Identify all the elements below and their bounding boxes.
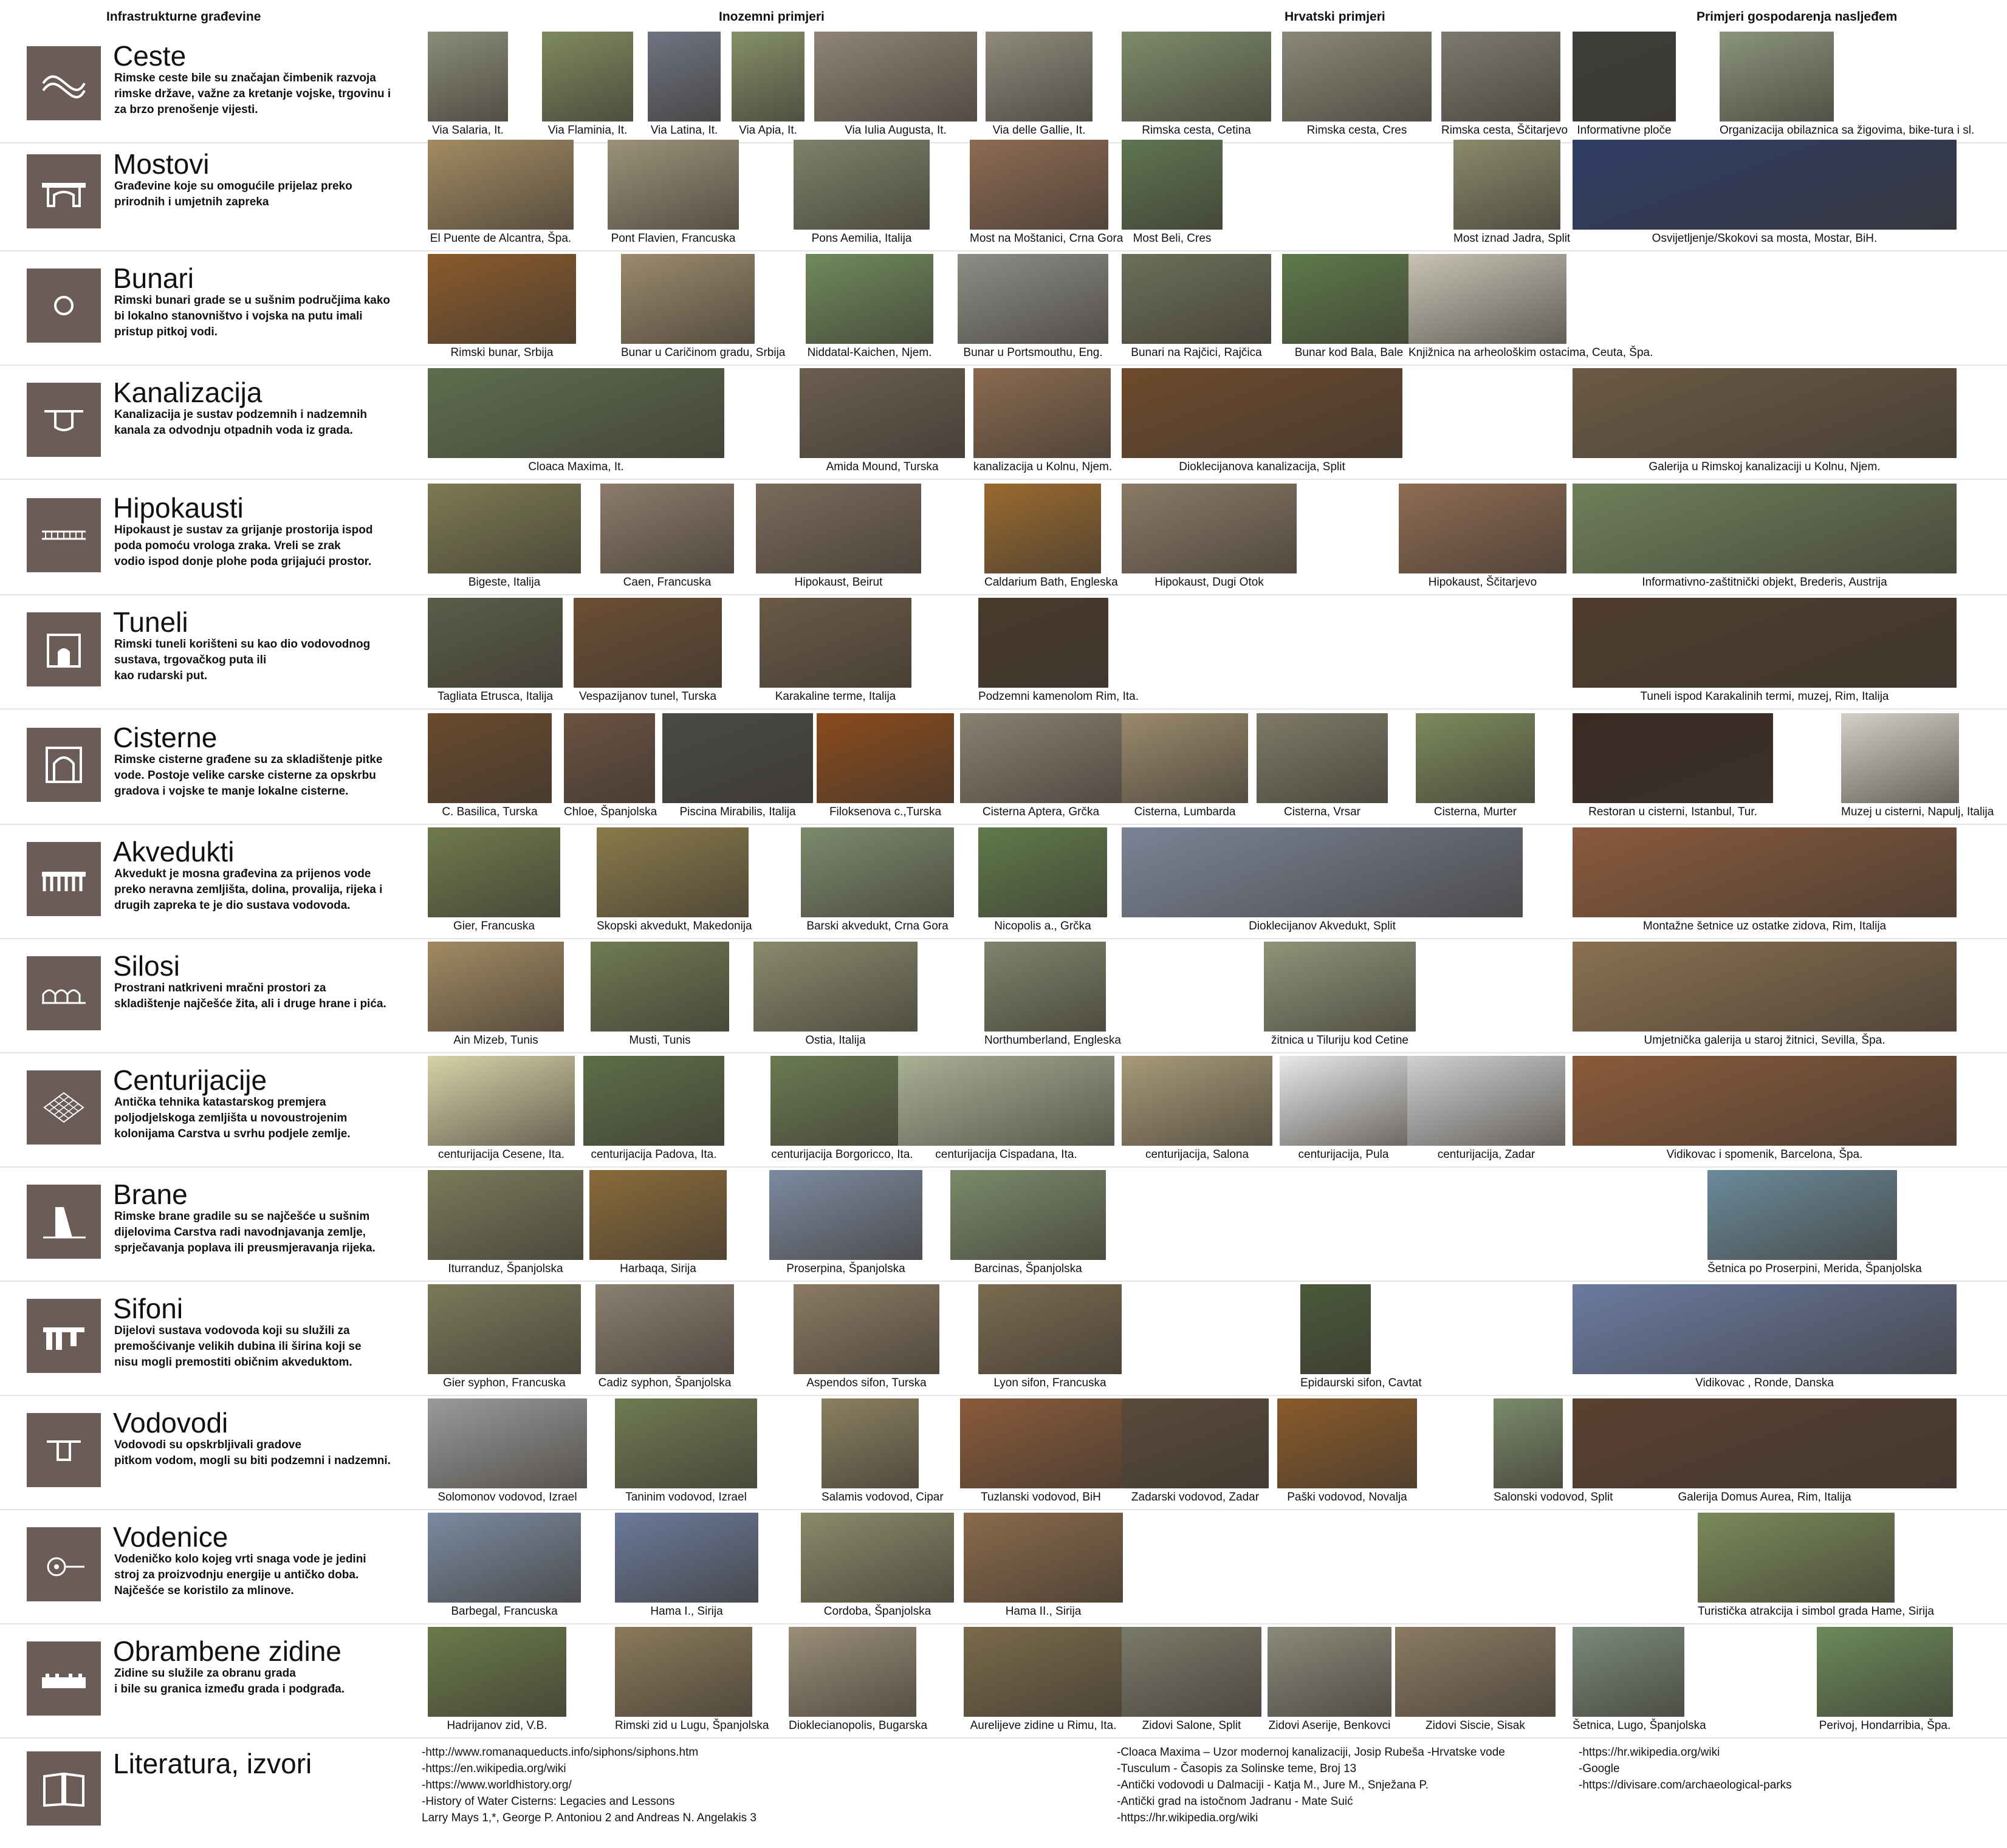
photo-caption: Proserpina, Španjolska [786,1262,905,1275]
example-photo [732,32,805,121]
photo-caption: Piscina Mirabilis, Italija [679,806,796,818]
category-title: Mostovi [113,148,210,180]
centuriation-icon [27,1070,101,1145]
photo-caption: Turistička atrakcija i simbol grada Hame, Sirija [1698,1605,1934,1618]
category-description: Rimske cisterne građene su za skladištenje pitke vode. Postoje velike carske cisterne za opskrbu gradova i vojske te manje lokalne cisterne. [114,753,383,798]
example-photo [964,1513,1123,1603]
category-title: Centurijacije [113,1064,267,1096]
example-photo [1282,32,1432,121]
water-supply-icon [27,1413,101,1487]
photo-caption: Informativno-zaštitnički objekt, Brederis, Austrija [1642,576,1887,589]
photo-caption: centurijacija Padova, Ita. [591,1148,717,1161]
example-photo [608,140,739,230]
photo-caption: Barski akvedukt, Crna Gora [806,920,949,933]
example-photo [1453,140,1560,230]
photo-caption: Perivoj, Hondarribia, Špa. [1819,1719,1951,1732]
example-photo [806,254,933,344]
category-row-centurijacije [0,1053,2007,1168]
literature-title: Literatura, izvori [113,1748,312,1779]
example-photo [1573,827,1957,917]
hypocaust-icon [27,498,101,572]
example-photo [1573,1056,1957,1146]
photo-caption: Most Beli, Cres [1133,232,1212,245]
photo-caption: Zidovi Salone, Split [1142,1719,1241,1732]
example-photo [753,942,918,1032]
photo-caption: Restoran u cisterni, Istanbul, Tur. [1588,806,1757,818]
example-photo [1408,254,1566,344]
photo-caption: Karakaline terme, Italija [775,690,896,703]
bridge-icon [27,154,101,228]
category-title: Vodenice [113,1521,228,1553]
category-title: Bunari [113,262,194,294]
photo-caption: Aurelijeve zidine u Rimu, Ita. [970,1719,1117,1732]
literature-croatian-sources: -Cloaca Maxima – Uzor modernoj kanalizaciji, Josip Rubeša -Hrvatske vode -Tusculum - Časopis za Solinske teme, Broj 13 -Antički vodovodi u Dalmaciji - Katja M., Jure M., Snježana P. -Antički grad na istočnom Jadranu - Mate Suić -https://hr.wikipedia.org/wiki [1117,1746,1505,1824]
example-photo [564,713,655,803]
siphon-icon [27,1299,101,1373]
example-photo [1122,827,1523,917]
example-photo [1441,32,1560,121]
example-photo [428,1513,581,1603]
example-photo [428,827,560,917]
example-photo [428,1398,587,1488]
photo-caption: Lyon sifon, Francuska [993,1377,1106,1389]
photo-caption: Gier syphon, Francuska [443,1377,566,1389]
category-title: Cisterne [113,722,218,753]
example-photo [986,32,1093,121]
photo-caption: Bunari na Rajčici, Rajčica [1131,346,1262,359]
example-photo [1494,1398,1563,1488]
example-photo [589,1170,727,1260]
example-photo [970,140,1108,230]
example-photo [1122,484,1297,573]
example-photo [1707,1170,1897,1260]
example-photo [1573,942,1957,1032]
example-photo [978,1284,1122,1374]
example-photo [1268,1627,1391,1717]
example-photo [1300,1284,1371,1374]
example-photo [960,1398,1122,1488]
category-title: Kanalizacija [113,377,262,408]
photo-caption: Rimski zid u Lugu, Španjolska [615,1719,769,1732]
photo-caption: Zadarski vodovod, Zadar [1131,1491,1260,1504]
example-photo [973,368,1111,458]
example-photo [978,827,1107,917]
photo-caption: Paški vodovod, Novalja [1287,1491,1407,1504]
category-title: Vodovodi [113,1407,228,1439]
category-description: Građevine koje su omogućile prijelaz preko prirodnih i umjetnih zapreka [114,180,352,208]
photo-caption: Vespazijanov tunel, Turska [578,690,717,703]
category-row-brane [0,1168,2007,1282]
category-description: Antička tehnika katastarskog premjera poljodjelskoga zemljišta u novoustrojenim kolonijama Carstva u svrhu podjele zemlje. [114,1096,351,1140]
example-photo [1573,1627,1684,1717]
example-photo [1573,32,1676,121]
photo-caption: Most na Moštanici, Crna Gora [970,232,1124,245]
category-description: Rimske ceste bile su značajan čimbenik razvoja rimske države, važne za kretanje vojske, trgovinu i za brzo prenošenje vijesti. [114,72,391,116]
photo-caption: žitnica u Tiluriju kod Cetine [1271,1034,1408,1047]
photo-caption: centurijacija Cesene, Ita. [437,1148,565,1161]
photo-caption: Musti, Tunis [629,1034,691,1047]
literature-foreign-sources: -http://www.romanaqueducts.info/siphons/siphons.htm -https://en.wikipedia.org/wiki -https://www.worldhistory.org/ -History of Water Cisterns: Legacies and Lessons Larry Mays 1,*, George P. Antoniou 2 and Andreas N. Angelakis 3 [422,1746,756,1824]
photo-caption: Dioklecianopolis, Bugarska [789,1719,928,1732]
photo-caption: Cadiz syphon, Španjolska [598,1377,732,1389]
photo-caption: Cisterna, Vrsar [1284,806,1360,818]
category-row-mostovi [0,137,2007,252]
example-photo [597,827,749,917]
sewer-icon [27,383,101,457]
example-photo [814,32,977,121]
photo-caption: kanalizacija u Kolnu, Njem. [973,460,1113,473]
literature-web-sources: -https://hr.wikipedia.org/wiki -Google -https://divisare.com/archaeological-parks [1579,1746,1792,1792]
category-description: Rimski tuneli korišteni su kao dio vodovodnog sustava, trgovačkog puta ili kao rudarski put. [114,638,371,682]
photo-caption: Bunar u Portsmouthu, Eng. [963,346,1103,359]
dam-icon [27,1185,101,1259]
photo-caption: Hama I., Sirija [650,1605,723,1618]
example-photo [428,598,563,688]
photo-caption: Northumberland, Engleska [984,1034,1121,1047]
literature-row [0,1734,2007,1848]
silo-icon [27,956,101,1030]
photo-caption: Šetnica po Proserpini, Merida, Španjolska [1707,1262,1922,1275]
tunnel-icon [27,612,101,686]
photo-caption: Informativne ploče [1577,124,1672,137]
photo-caption: Tuneli ispod Karakalinih termi, muzej, Rim, Italija [1640,690,1889,703]
category-title: Silosi [113,950,180,982]
watermill-icon [27,1527,101,1601]
example-photo [600,484,734,573]
photo-caption: Amida Mound, Turska [826,460,939,473]
category-row-obrambene-zidine [0,1624,2007,1739]
example-photo [794,1284,939,1374]
photo-caption: Bunar kod Bala, Bale [1294,346,1404,359]
example-photo [1122,254,1271,344]
example-photo [428,484,581,573]
category-row-kanalizacija [0,366,2007,480]
example-photo [1573,598,1957,688]
example-photo [591,942,729,1032]
example-photo [1122,1398,1269,1488]
example-photo [1122,140,1223,230]
photo-caption: Tuzlanski vodovod, BiH [981,1491,1101,1504]
category-row-sifoni [0,1282,2007,1396]
category-description: Prostrani natkriveni mračni prostori za skladištenje najčešće žita, ali i druge hrane i pića. [114,982,386,1010]
example-photo [648,32,721,121]
header-croatian-examples: Hrvatski primjeri [1285,10,1385,24]
photo-caption: centurijacija, Salona [1145,1148,1249,1161]
photo-caption: Cloaca Maxima, It. [528,460,624,473]
photo-caption: Dioklecijanov Akvedukt, Split [1249,920,1396,933]
photo-caption: Zidovi Aserije, Benkovci [1268,1719,1391,1732]
example-photo [756,484,921,573]
photo-caption: Rimska cesta, Ščitarjevo [1441,124,1568,137]
category-row-cisterne [0,711,2007,825]
cistern-icon [27,728,101,802]
photo-caption: Bunar u Caričinom gradu, Srbija [621,346,786,359]
header-foreign-examples: Inozemni primjeri [719,10,825,24]
example-photo [428,1627,566,1717]
example-photo [615,1398,757,1488]
category-description: Dijelovi sustava vodovoda koji su služili za premošćivanje velikih dubina ili širina koji se nisu mogli premostiti običnim akveduktom. [114,1324,362,1369]
category-row-ceste [0,29,2007,143]
example-photo [1257,713,1388,803]
example-photo [428,140,574,230]
example-photo [817,713,954,803]
category-description: Akvedukt je mosna građevina za prijenos vode preko neravna zemljišta, dolina, provalija, rijeka i drugih zapreka te je dio sustava vodovoda. [114,868,383,912]
example-photo [428,1170,583,1260]
example-photo [984,484,1101,573]
photo-caption: Rimska cesta, Cetina [1142,124,1251,137]
example-photo [542,32,633,121]
photo-caption: Osvijetljenje/Skokovi sa mosta, Mostar, BiH. [1652,232,1878,245]
example-photo [769,1170,922,1260]
photo-caption: Solomonov vodovod, Izrael [437,1491,577,1504]
photo-caption: centurijacija Borgoricco, Ita. [771,1148,913,1161]
category-title: Tuneli [113,606,188,638]
photo-caption: Pons Aemilia, Italija [811,232,912,245]
category-title: Sifoni [113,1293,184,1324]
category-row-akvedukti [0,825,2007,939]
example-photo [1573,484,1957,573]
photo-caption: Vidikovac , Ronde, Danska [1695,1377,1834,1389]
example-photo [1280,1056,1407,1146]
category-description: Hipokaust je sustav za grijanje prostorija ispod poda pomoću vrologa zraka. Vreli se zrak vodio ispod donje plohe poda grijajući prostor. [114,524,373,568]
photo-caption: Salonski vodovod, Split [1494,1491,1613,1504]
example-photo [950,1170,1106,1260]
example-photo [615,1627,752,1717]
photo-caption: Via Iulia Augusta, It. [845,124,947,137]
example-photo [1817,1627,1953,1717]
category-title: Brane [113,1179,188,1210]
header-heritage-management: Primjeri gospodarenja nasljeđem [1697,10,1898,24]
category-row-bunari [0,252,2007,366]
category-description: Kanalizacija je sustav podzemnih i nadzemnih kanala za odvodnju otpadnih voda iz grada. [114,408,367,437]
aqueduct-icon [27,842,101,916]
photo-caption: Via Flaminia, It. [547,124,628,137]
example-photo [1282,254,1416,344]
photo-caption: Ostia, Italija [805,1034,866,1047]
photo-caption: centurijacija Cispadana, Ita. [935,1148,1077,1161]
category-title: Hipokausti [113,492,244,524]
well-icon [27,269,101,343]
photo-caption: Zidovi Siscie, Sisak [1425,1719,1525,1732]
photo-caption: Galerija Domus Aurea, Rim, Italija [1678,1491,1851,1504]
example-photo [1698,1513,1895,1603]
photo-caption: Hipokaust, Ščitarjevo [1428,576,1537,589]
photo-caption: Chloe, Španjolska [564,806,657,818]
example-photo [964,1627,1123,1717]
photo-caption: Hipokaust, Beirut [794,576,883,589]
example-photo [770,1056,914,1146]
category-description: Vodeničko kolo kojeg vrti snaga vode je jedini stroj za proizvodnju energije u antičko doba. Najčešće se koristilo za mlinove. [114,1553,366,1597]
example-photo [583,1056,724,1146]
photo-caption: Cisterna, Murter [1433,806,1517,818]
example-photo [801,827,954,917]
example-photo [1399,484,1566,573]
example-photo [428,1284,581,1374]
example-photo [428,32,508,121]
category-title: Akvedukti [113,836,235,868]
example-photo [595,1284,734,1374]
example-photo [1395,1627,1556,1717]
example-photo [615,1513,758,1603]
photo-caption: Bigeste, Italija [468,576,541,589]
photo-caption: centurijacija, Pula [1298,1148,1389,1161]
photo-caption: C. Basilica, Turska [442,806,538,818]
photo-caption: Knjižnica na arheološkim ostacima, Ceuta, Špa. [1408,346,1653,359]
category-row-tuneli [0,595,2007,710]
example-photo [662,713,813,803]
photo-caption: Cordoba, Španjolska [823,1605,931,1618]
photo-caption: Šetnica, Lugo, Španjolska [1573,1719,1706,1732]
example-photo [789,1627,916,1717]
example-photo [978,598,1108,688]
photo-caption: Dioklecijanova kanalizacija, Split [1179,460,1345,473]
example-photo [1122,1056,1272,1146]
photo-caption: Iturranduz, Španjolska [448,1262,563,1275]
photo-caption: Nicopolis a., Grčka [994,920,1091,933]
category-title: Obrambene zidine [113,1635,341,1667]
example-photo [1416,713,1535,803]
photo-caption: Hadrijanov zid, V.B. [447,1719,547,1732]
category-description: Rimski bunari grade se u sušnim područjima kako bi lokalno stanovništvo i vojska na putu imali pristup pitkoj vodi. [114,294,391,338]
example-photo [428,368,724,458]
category-row-hipokausti [0,481,2007,595]
example-photo [898,1056,1114,1146]
example-photo [1277,1398,1417,1488]
photo-caption: Salamis vodovod, Cipar [822,1491,944,1504]
example-photo [574,598,722,688]
photo-caption: Niddatal-Kaichen, Njem. [807,346,932,359]
example-photo [794,140,930,230]
photo-caption: Harbaqa, Sirija [620,1262,696,1275]
book-icon [27,1751,101,1826]
example-photo [1573,1284,1957,1374]
photo-caption: Rimski bunar, Srbija [450,346,554,359]
example-photo [801,1513,954,1603]
photo-caption: Most iznad Jadra, Split [1453,232,1571,245]
photo-caption: Hipokaust, Dugi Otok [1154,576,1264,589]
photo-caption: Caldarium Bath, Engleska [984,576,1118,589]
photo-caption: Via Latina, It. [650,124,718,137]
photo-caption: Organizacija obilaznica sa žigovima, bike-tura i sl. [1720,124,1975,137]
photo-caption: El Puente de Alcantra, Špa. [430,232,572,245]
photo-caption: Skopski akvedukt, Makedonija [597,920,752,933]
photo-caption: Muzej u cisterni, Napulj, Italija [1841,806,1994,818]
example-photo [428,254,576,344]
example-photo [428,1056,575,1146]
category-description: Vodovodi su opskrbljivali gradove pitkom vodom, mogli su biti podzemni i nadzemni. [114,1439,391,1467]
photo-caption: Cisterna, Lumbarda [1134,806,1236,818]
photo-caption: Cisterna Aptera, Grčka [982,806,1100,818]
example-photo [958,254,1108,344]
photo-caption: Epidaurski sifon, Cavtat [1300,1377,1422,1389]
road-icon [27,46,101,120]
example-photo [760,598,911,688]
city-walls-icon [27,1641,101,1716]
photo-caption: Rimska cesta, Cres [1306,124,1407,137]
example-photo [800,368,965,458]
row-divider [0,708,2007,710]
category-description: Zidine su služile za obranu grada i bile su granica između grada i podgrađa. [114,1667,345,1696]
category-row-silosi [0,939,2007,1053]
photo-caption: Via Salaria, It. [432,124,504,137]
example-photo [428,713,552,803]
example-photo [621,254,755,344]
photo-caption: Filoksenova c.,Turska [829,806,942,818]
photo-caption: centurijacija, Zadar [1437,1148,1535,1161]
example-photo [1573,713,1773,803]
photo-caption: Galerija u Rimskoj kanalizaciji u Kolnu, Njem. [1648,460,1881,473]
header-infrastructure: Infrastrukturne građevine [106,10,261,24]
example-photo [1841,713,1959,803]
example-photo [960,713,1122,803]
example-photo [1407,1056,1565,1146]
photo-caption: Hama II., Sirija [1005,1605,1082,1618]
photo-caption: Montažne šetnice uz ostatke zidova, Rim, Italija [1642,920,1887,933]
photo-caption: Aspendos sifon, Turska [806,1377,927,1389]
row-divider [0,479,2007,480]
photo-caption: Ain Mizeb, Tunis [453,1034,538,1047]
example-photo [1264,942,1416,1032]
example-photo [1573,140,1957,230]
photo-caption: Taninim vodovod, Izrael [625,1491,747,1504]
example-photo [1122,32,1271,121]
photo-caption: Barcinas, Španjolska [974,1262,1082,1275]
category-row-vodenice [0,1510,2007,1624]
example-photo [822,1398,919,1488]
photo-caption: Gier, Francuska [453,920,535,933]
photo-caption: Umjetnička galerija u staroj žitnici, Sevilla, Špa. [1644,1034,1885,1047]
example-photo [1122,713,1248,803]
photo-caption: Caen, Francuska [623,576,712,589]
example-photo [1573,1398,1957,1488]
category-row-vodovodi [0,1396,2007,1510]
example-photo [1573,368,1957,458]
example-photo [1122,1627,1261,1717]
example-photo [984,942,1106,1032]
photo-caption: Pont Flavien, Francuska [611,232,736,245]
photo-caption: Podzemni kamenolom Rim, Ita. [978,690,1139,703]
photo-caption: Via Apia, It. [739,124,797,137]
photo-caption: Barbegal, Francuska [451,1605,558,1618]
example-photo [1122,368,1402,458]
example-photo [1720,32,1834,121]
example-photo [428,942,564,1032]
photo-caption: Via delle Gallie, It. [992,124,1086,137]
photo-caption: Tagliata Etrusca, Italija [437,690,554,703]
category-title: Ceste [113,40,187,72]
photo-caption: Vidikovac i spomenik, Barcelona, Špa. [1666,1148,1863,1161]
category-description: Rimske brane gradile su se najčešće u sušnim dijelovima Carstva radi navodnjavanja zemlje, sprječavanja poplava ili preusmjeravanja rijeka. [114,1210,376,1254]
